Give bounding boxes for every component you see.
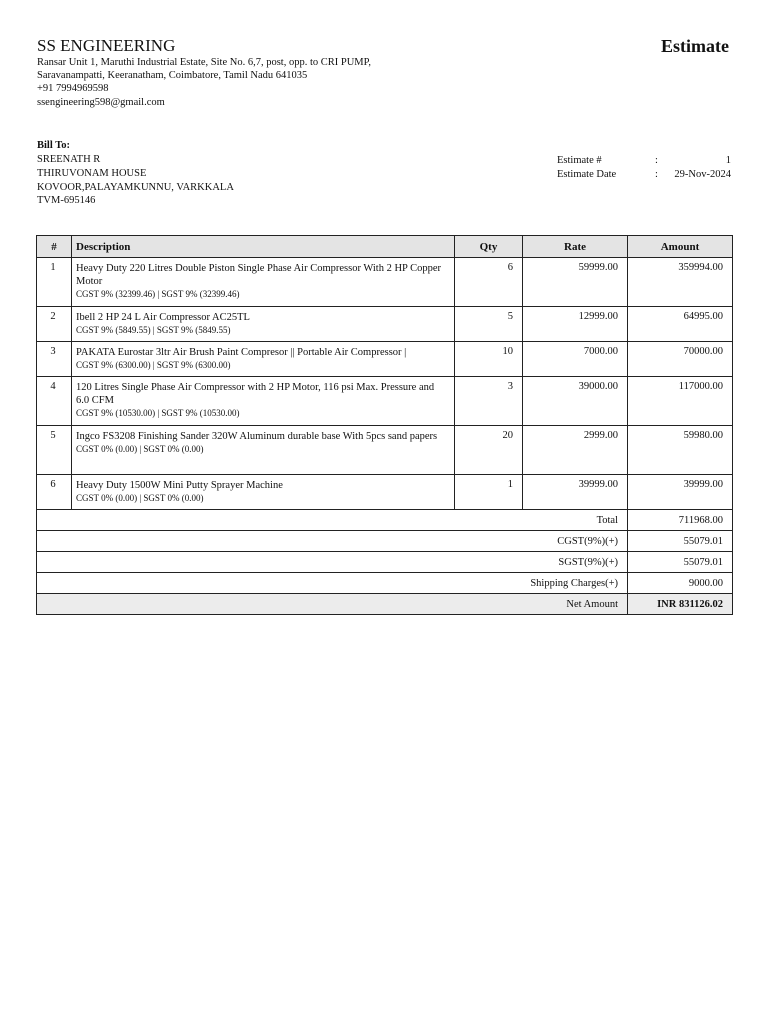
estimate-meta — [557, 153, 731, 181]
table-row — [37, 342, 733, 377]
item-tax: CGST 9% (10530.00) | SGST 9% (10530.00) — [76, 408, 240, 418]
meta-colon: : — [655, 154, 658, 166]
item-description: 120 Litres Single Phase Air Compressor with 2 HP Motor, 116 psi Max. Pressure and 6.0 CFM — [76, 382, 435, 406]
shipping-value: 9000.00 — [628, 573, 733, 594]
cgst-row — [37, 531, 733, 552]
cgst-value: 55079.01 — [628, 531, 733, 552]
bill-to-line: KOVOOR,PALAYAMKUNNU, VARKKALA — [37, 182, 234, 193]
document-title: Estimate — [661, 36, 729, 56]
row-amount: 64995.00 — [628, 307, 733, 342]
row-qty: 10 — [455, 342, 523, 377]
item-description: Ibell 2 HP 24 L Air Compressor AC25TL — [76, 312, 250, 323]
meta-label: Estimate Date — [557, 168, 617, 180]
item-tax: CGST 0% (0.00) | SGST 0% (0.00) — [76, 493, 204, 503]
total-row — [37, 510, 733, 531]
shipping-label: Shipping Charges(+) — [37, 573, 628, 594]
row-amount: 117000.00 — [628, 377, 733, 426]
estimate-date: 29-Nov-2024 — [674, 168, 731, 180]
meta-colon: : — [655, 168, 658, 180]
company-name: SS ENGINEERING — [37, 36, 176, 55]
table-row — [37, 258, 733, 307]
row-amount: 59980.00 — [628, 426, 733, 475]
estimate-number-row — [557, 153, 731, 167]
row-qty: 1 — [455, 475, 523, 510]
column-header-description: Description — [72, 236, 455, 258]
table-row — [37, 475, 733, 510]
row-number: 2 — [37, 307, 72, 342]
item-description: PAKATA Eurostar 3ltr Air Brush Paint Compresor || Portable Air Compressor | — [76, 347, 407, 358]
row-rate: 39999.00 — [523, 475, 628, 510]
row-qty: 20 — [455, 426, 523, 475]
row-number: 3 — [37, 342, 72, 377]
net-amount-label: Net Amount — [37, 594, 628, 615]
row-description-cell — [72, 475, 455, 510]
row-description-cell — [72, 258, 455, 307]
row-amount: 39999.00 — [628, 475, 733, 510]
sgst-value: 55079.01 — [628, 552, 733, 573]
row-description-cell — [72, 377, 455, 426]
estimate-number: 1 — [725, 154, 731, 166]
bill-to-line: TVM-695146 — [37, 195, 96, 206]
bill-to-label: Bill To: — [37, 140, 70, 151]
net-amount-row — [37, 594, 733, 615]
table-row — [37, 426, 733, 475]
estimate-date-row — [557, 167, 731, 181]
row-amount: 359994.00 — [628, 258, 733, 307]
shipping-row — [37, 573, 733, 594]
row-rate: 12999.00 — [523, 307, 628, 342]
row-amount: 70000.00 — [628, 342, 733, 377]
company-email: ssengineering598@gmail.com — [37, 97, 165, 108]
item-description: Heavy Duty 220 Litres Double Piston Single Phase Air Compressor With 2 HP Copper Motor — [76, 263, 442, 287]
net-amount-value: INR 831126.02 — [628, 594, 733, 615]
bill-to-line: SREENATH R — [37, 154, 101, 165]
row-qty: 3 — [455, 377, 523, 426]
column-header-rate: Rate — [523, 236, 628, 258]
column-header-number: # — [37, 236, 72, 258]
company-address-line-2: Saravanampatti, Keeranatham, Coimbatore, Tamil Nadu 641035 — [37, 70, 308, 81]
items-table — [36, 235, 733, 615]
cgst-label: CGST(9%)(+) — [37, 531, 628, 552]
item-tax: CGST 9% (32399.46) | SGST 9% (32399.46) — [76, 289, 240, 299]
sgst-row — [37, 552, 733, 573]
row-rate: 7000.00 — [523, 342, 628, 377]
row-description-cell — [72, 342, 455, 377]
total-label: Total — [37, 510, 628, 531]
table-row — [37, 307, 733, 342]
item-description: Heavy Duty 1500W Mini Putty Sprayer Machine — [76, 480, 283, 491]
item-tax: CGST 0% (0.00) | SGST 0% (0.00) — [76, 444, 204, 454]
column-header-qty: Qty — [455, 236, 523, 258]
row-number: 6 — [37, 475, 72, 510]
row-number: 4 — [37, 377, 72, 426]
row-number: 5 — [37, 426, 72, 475]
row-number: 1 — [37, 258, 72, 307]
total-value: 711968.00 — [628, 510, 733, 531]
column-header-amount: Amount — [628, 236, 733, 258]
company-address-line-1: Ransar Unit 1, Maruthi Industrial Estate, Site No. 6,7, post, opp. to CRI PUMP, — [37, 57, 371, 68]
row-description-cell — [72, 307, 455, 342]
item-description: Ingco FS3208 Finishing Sander 320W Aluminum durable base With 5pcs sand papers — [76, 431, 438, 442]
sgst-label: SGST(9%)(+) — [37, 552, 628, 573]
row-rate: 2999.00 — [523, 426, 628, 475]
item-tax: CGST 9% (6300.00) | SGST 9% (6300.00) — [76, 360, 231, 370]
company-phone: +91 7994969598 — [37, 83, 109, 94]
row-rate: 59999.00 — [523, 258, 628, 307]
row-qty: 6 — [455, 258, 523, 307]
table-header-row — [37, 236, 733, 258]
row-rate: 39000.00 — [523, 377, 628, 426]
row-qty: 5 — [455, 307, 523, 342]
table-row — [37, 377, 733, 426]
item-tax: CGST 9% (5849.55) | SGST 9% (5849.55) — [76, 325, 231, 335]
row-description-cell — [72, 426, 455, 475]
meta-label: Estimate # — [557, 154, 602, 166]
bill-to-line: THIRUVONAM HOUSE — [37, 168, 147, 179]
